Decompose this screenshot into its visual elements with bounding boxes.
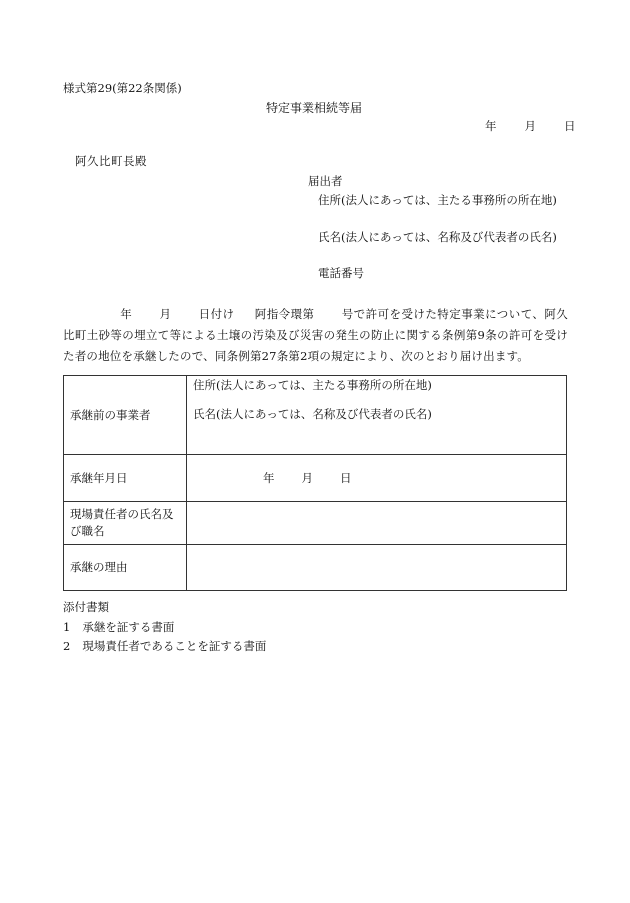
succession-date-cell [187,455,567,502]
site-manager-cell [187,502,567,545]
date-year: 年 [485,119,497,133]
notifier-phone: 電話番号 [318,266,364,280]
predecessor-label: 承継前の事業者 [64,376,187,455]
site-manager-label: 現場責任者の氏名及び職名 [64,502,187,545]
predecessor-name: 氏名(法人にあっては、名称及び代表者の氏名) [193,406,432,421]
document-title: 特定事業相続等届 [266,101,363,115]
attachment-text: 現場責任者であることを証する書面 [82,639,267,653]
date-day: 日 [564,119,576,133]
body-day-suffix: 日付け [198,307,235,321]
notification-table [63,375,567,591]
table-row [64,376,567,455]
attachment-number: 2 [63,639,71,653]
table-row [64,545,567,591]
body-paragraph [63,304,568,367]
attachments-heading: 添付書類 [63,600,109,614]
body-permit-prefix: 阿指令環第 [254,307,315,321]
date-month: 月 [524,119,536,133]
succession-day: 日 [340,470,352,485]
addressee: 阿久比町長殿 [75,154,147,168]
body-year: 年 [120,307,133,321]
body-text: 号で許可を受けた特定事業について、阿久比町土砂等の埋立て等による土壌の汚染及び災害の発生の防止に関する条例第9条の許可を受けた者の地位を承継したので、同条例第27条第2項の規定により、次のとおり届け出ます。 [63,307,569,363]
succession-date-label: 承継年月日 [64,455,187,502]
succession-reason-label: 承継の理由 [64,545,187,591]
attachment-item [63,622,174,634]
table-row [64,455,567,502]
attachment-number: 1 [63,620,71,634]
notifier-name: 氏名(法人にあっては、名称及び代表者の氏名) [318,230,557,244]
form-number: 様式第29(第22条関係) [63,81,182,95]
succession-year: 年 [263,470,275,485]
predecessor-cell [187,376,567,455]
predecessor-address: 住所(法人にあっては、主たる事務所の所在地) [193,378,432,392]
attachment-item [63,641,266,653]
body-month: 月 [159,307,172,321]
table-row [64,502,567,545]
notifier-label: 届出者 [308,174,343,188]
attachment-text: 承継を証する書面 [82,620,175,634]
succession-reason-cell [187,545,567,591]
succession-month: 月 [301,470,313,485]
notifier-address: 住所(法人にあっては、主たる事務所の所在地) [318,193,557,207]
date-header [485,121,576,133]
